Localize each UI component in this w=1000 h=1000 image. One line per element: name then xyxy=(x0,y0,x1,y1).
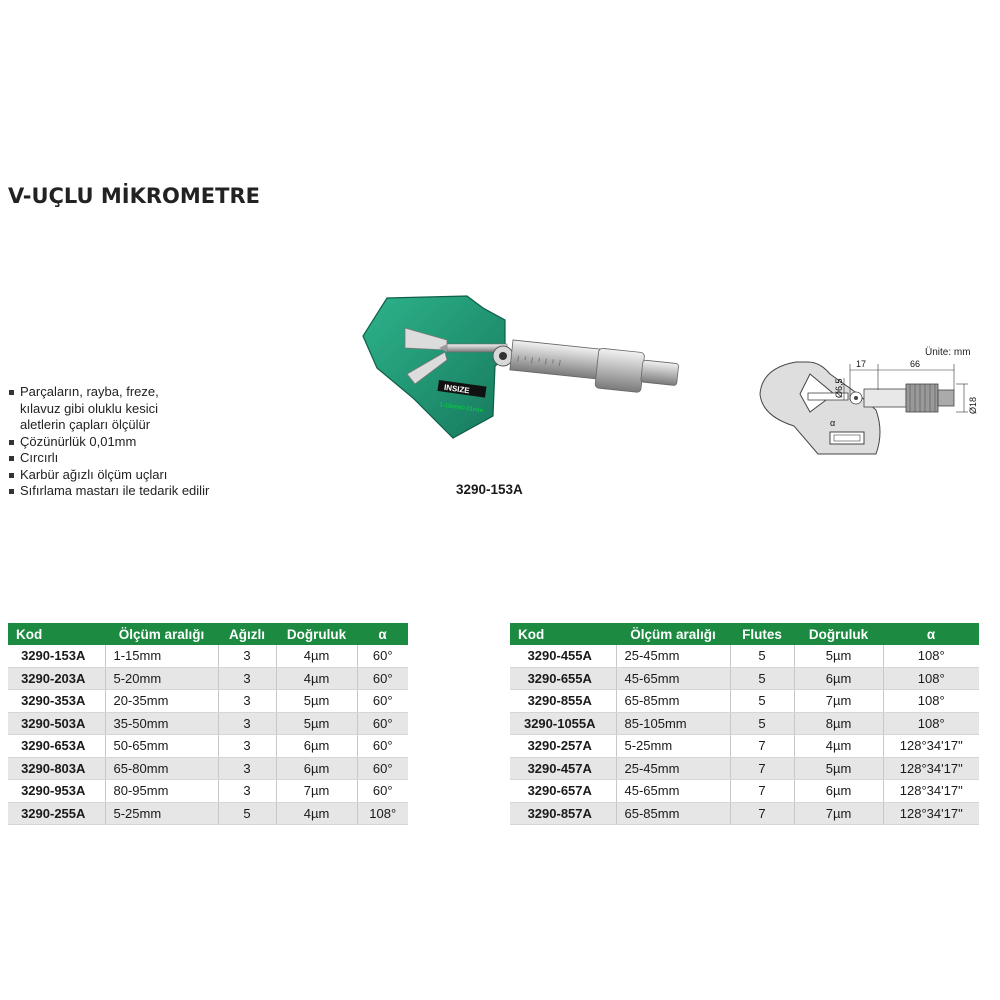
table-row xyxy=(8,757,408,780)
table-cell: 5 xyxy=(218,802,276,825)
table-cell: 45-65mm xyxy=(616,780,730,803)
table-cell: 7 xyxy=(730,802,794,825)
table-cell: 3 xyxy=(218,667,276,690)
table-cell: 5µm xyxy=(276,690,357,713)
table-cell: 65-80mm xyxy=(105,757,218,780)
table-cell: 7 xyxy=(730,780,794,803)
table-row xyxy=(510,780,979,803)
table-cell: 35-50mm xyxy=(105,712,218,735)
feature-item: aletlerin çapları ölçülür xyxy=(20,417,151,432)
table-cell: 60° xyxy=(357,735,408,758)
table-cell: 65-85mm xyxy=(616,802,730,825)
table-cell: 60° xyxy=(357,712,408,735)
table-row xyxy=(510,667,979,690)
table-cell: 5µm xyxy=(794,645,883,667)
table-cell: 3 xyxy=(218,712,276,735)
table-cell: 5µm xyxy=(276,712,357,735)
table-cell: 25-45mm xyxy=(616,645,730,667)
table-row xyxy=(8,735,408,758)
product-photo xyxy=(355,288,685,468)
table-cell: 6µm xyxy=(276,757,357,780)
column-header: Doğruluk xyxy=(276,623,357,645)
dim-66: 66 xyxy=(910,359,921,369)
table-cell: 3 xyxy=(218,690,276,713)
table-cell: 108° xyxy=(883,712,979,735)
table-cell: 3 xyxy=(218,780,276,803)
table-row xyxy=(8,690,408,713)
thimble xyxy=(595,348,645,393)
table-cell: 3290-257A xyxy=(510,735,616,758)
feature-list xyxy=(8,384,258,500)
table-cell: 4µm xyxy=(794,735,883,758)
table-cell: 5µm xyxy=(794,757,883,780)
table-cell: 5 xyxy=(730,690,794,713)
table-cell: 4µm xyxy=(276,802,357,825)
table-row xyxy=(510,735,979,758)
table-cell: 3290-153A xyxy=(8,645,105,667)
table-cell: 3290-203A xyxy=(8,667,105,690)
table-cell: 3 xyxy=(218,645,276,667)
table-cell: 6µm xyxy=(794,667,883,690)
dim-17: 17 xyxy=(856,359,867,369)
frame-label-resolution: 0.01mm xyxy=(460,405,484,415)
column-header: α xyxy=(883,623,979,645)
feature-item: Cırcırlı xyxy=(8,450,258,467)
table-cell: 6µm xyxy=(794,780,883,803)
dim-d65: Ø6,5 xyxy=(834,378,844,398)
feature-item: Parçaların, rayba, freze, xyxy=(8,384,258,401)
table-cell: 5 xyxy=(730,667,794,690)
table-row xyxy=(8,780,408,803)
table-cell: 3290-653A xyxy=(8,735,105,758)
table-cell: 5-25mm xyxy=(105,802,218,825)
table-cell: 8µm xyxy=(794,712,883,735)
ratchet xyxy=(641,360,679,386)
column-header: Kod xyxy=(510,623,616,645)
table-cell: 3 xyxy=(218,735,276,758)
table-cell: 85-105mm xyxy=(616,712,730,735)
table-cell: 3 xyxy=(218,757,276,780)
table-cell: 60° xyxy=(357,667,408,690)
feature-item: Sıfırlama mastarı ile tedarik edilir xyxy=(8,483,258,500)
spec-table-right xyxy=(510,623,979,825)
table-cell: 108° xyxy=(357,802,408,825)
table-cell: 3290-457A xyxy=(510,757,616,780)
table-cell: 4µm xyxy=(276,667,357,690)
table-cell: 80-95mm xyxy=(105,780,218,803)
dim-alpha: α xyxy=(830,418,836,428)
table-cell: 128°34'17" xyxy=(883,802,979,825)
table-cell: 108° xyxy=(883,667,979,690)
table-cell: 108° xyxy=(883,690,979,713)
table-cell: 7 xyxy=(730,735,794,758)
unit-note: Ünite: mm xyxy=(925,347,971,358)
feature-item: kılavuz gibi oluklu kesici xyxy=(20,400,159,416)
table-cell: 3290-657A xyxy=(510,780,616,803)
column-header: Ağızlı xyxy=(218,623,276,645)
frame-label-range: 1-15mm xyxy=(439,402,462,412)
table-cell: 7µm xyxy=(794,802,883,825)
table-cell: 7 xyxy=(730,757,794,780)
table-cell: 45-65mm xyxy=(616,667,730,690)
spec-table-left xyxy=(8,623,408,825)
table-row xyxy=(8,712,408,735)
dimension-drawing xyxy=(758,354,983,464)
page-title: V-UÇLU MİKROMETRE xyxy=(8,184,260,208)
column-header: Flutes xyxy=(730,623,794,645)
table-cell: 3290-255A xyxy=(8,802,105,825)
table-cell: 1-15mm xyxy=(105,645,218,667)
table-cell: 25-45mm xyxy=(616,757,730,780)
table-cell: 60° xyxy=(357,757,408,780)
table-row xyxy=(510,802,979,825)
table-cell: 5 xyxy=(730,645,794,667)
table-row xyxy=(510,645,979,667)
table-cell: 50-65mm xyxy=(105,735,218,758)
table-cell: 3290-455A xyxy=(510,645,616,667)
table-row xyxy=(510,712,979,735)
feature-item: Karbür ağızlı ölçüm uçları xyxy=(8,467,258,484)
table-cell: 7µm xyxy=(794,690,883,713)
table-cell: 3290-803A xyxy=(8,757,105,780)
column-header: Doğruluk xyxy=(794,623,883,645)
dim-d18: Ø18 xyxy=(968,396,978,414)
table-cell: 128°34'17" xyxy=(883,757,979,780)
table-cell: 3290-503A xyxy=(8,712,105,735)
table-row xyxy=(8,667,408,690)
drawing-thimble xyxy=(906,384,938,412)
photo-caption: 3290-153A xyxy=(456,482,523,497)
column-header: α xyxy=(357,623,408,645)
table-cell: 5 xyxy=(730,712,794,735)
table-cell: 7µm xyxy=(276,780,357,803)
table-cell: 3290-855A xyxy=(510,690,616,713)
sleeve xyxy=(510,340,603,379)
table-cell: 5-20mm xyxy=(105,667,218,690)
table-row xyxy=(8,645,408,667)
table-cell: 20-35mm xyxy=(105,690,218,713)
table-row xyxy=(8,802,408,825)
column-header: Ölçüm aralığı xyxy=(616,623,730,645)
table-cell: 60° xyxy=(357,690,408,713)
table-cell: 108° xyxy=(883,645,979,667)
table-cell: 128°34'17" xyxy=(883,780,979,803)
table-cell: 3290-1055A xyxy=(510,712,616,735)
column-header: Kod xyxy=(8,623,105,645)
table-cell: 4µm xyxy=(276,645,357,667)
table-cell: 5-25mm xyxy=(616,735,730,758)
feature-item: Çözünürlük 0,01mm xyxy=(8,434,258,451)
table-cell: 3290-953A xyxy=(8,780,105,803)
table-cell: 6µm xyxy=(276,735,357,758)
table-cell: 128°34'17" xyxy=(883,735,979,758)
table-cell: 60° xyxy=(357,780,408,803)
table-cell: 3290-857A xyxy=(510,802,616,825)
brand-label: INSIZE xyxy=(443,382,471,396)
table-cell: 3290-353A xyxy=(8,690,105,713)
table-cell: 65-85mm xyxy=(616,690,730,713)
column-header: Ölçüm aralığı xyxy=(105,623,218,645)
table-row xyxy=(510,690,979,713)
table-cell: 60° xyxy=(357,645,408,667)
table-cell: 3290-655A xyxy=(510,667,616,690)
table-row xyxy=(510,757,979,780)
